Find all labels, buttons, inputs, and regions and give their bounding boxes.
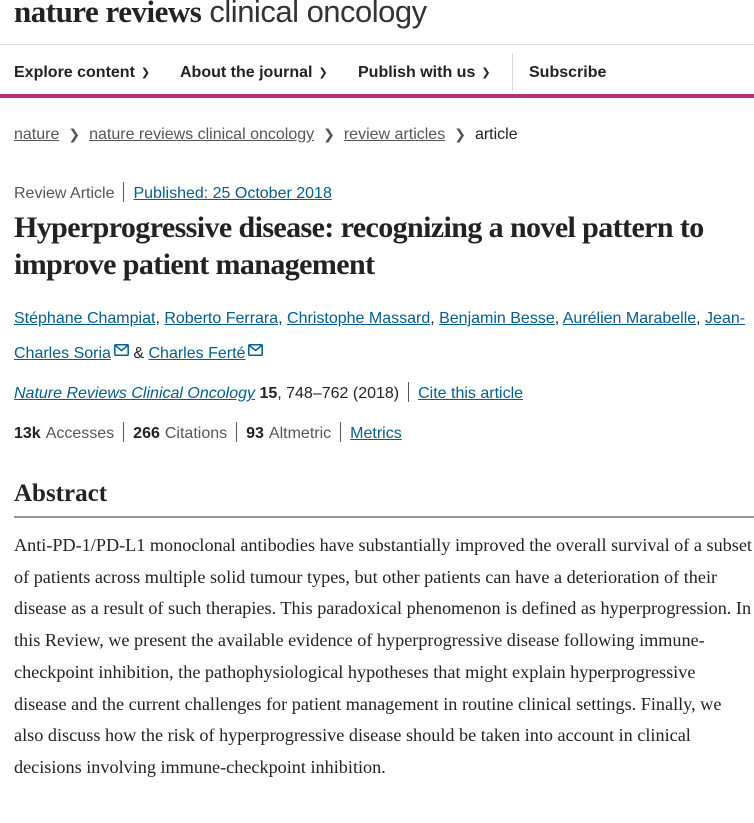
cite-this-article-link[interactable]: Cite this article <box>418 385 524 402</box>
chevron-right-icon: ❯ <box>323 126 335 142</box>
published-date[interactable]: Published: 25 October 2018 <box>133 185 332 202</box>
author-link[interactable]: Christophe Massard <box>287 310 431 327</box>
nav-about-journal-label: About the journal <box>180 64 313 81</box>
divider <box>123 422 124 442</box>
abstract-text: Anti-PD-1/PD-L1 monoclonal antibodies have substantially improved the overall survival of a subset of patients across multiple solid tumour types, but other patients can have a deterioration of their disease as a result of such therapies. This paradoxical phenomenon is defined as hyperprogression. In this Review, we present the available evidence of hyperprogressive disease following immune-checkpoint inhibition, the pathophysiological hypotheses that might explain hyperprogressive disease and the current challenges for patient management in routine clinical settings. Finally, we also discuss how the risk of hyperprogressive disease should be taken into account in clinical decisions involving immune-checkpoint inhibition. <box>14 535 752 777</box>
divider <box>340 422 341 442</box>
breadcrumb-journal[interactable]: nature reviews clinical oncology <box>89 126 315 143</box>
accesses-label: Accesses <box>45 425 115 442</box>
chevron-down-icon: ❯ <box>140 67 151 79</box>
pages-year: , 748–762 (2018) <box>277 385 400 402</box>
divider <box>123 182 124 202</box>
chevron-down-icon: ❯ <box>318 67 328 79</box>
citations-count: 266 <box>133 425 160 442</box>
article-metrics <box>14 422 402 443</box>
citations-label: Citations <box>164 425 228 442</box>
accesses-count: 13k <box>14 425 41 442</box>
author-link[interactable]: Roberto Ferrara <box>164 310 279 327</box>
author-list: Stéphane Champiat, Roberto Ferrara, Christophe Massard, Benjamin Besse, Aurélien Marabelle, Jean-Charles Soria & Charles Ferté <box>14 302 754 370</box>
article-type: Review Article <box>14 185 115 202</box>
nav-publish-with-us[interactable] <box>358 64 491 82</box>
logo-clinical-oncology: clinical oncology <box>209 0 427 29</box>
author-link[interactable]: Jean-Charles Soria <box>14 310 746 362</box>
author-link[interactable]: Charles Ferté <box>148 345 246 362</box>
chevron-right-icon: ❯ <box>68 126 81 142</box>
subscribe-link[interactable]: Subscribe <box>529 64 607 81</box>
nav-explore-content-label: Explore content <box>14 64 135 81</box>
author-link[interactable]: Aurélien Marabelle <box>562 310 697 327</box>
nav-publish-with-us-label: Publish with us <box>358 64 476 81</box>
nav-divider <box>512 53 513 91</box>
author-link[interactable]: Benjamin Besse <box>439 310 555 327</box>
metrics-link[interactable]: Metrics <box>350 425 402 442</box>
chevron-right-icon: ❯ <box>454 126 466 142</box>
abstract-heading: Abstract <box>14 480 754 518</box>
breadcrumb <box>14 126 518 144</box>
main-nav <box>0 44 754 98</box>
divider <box>408 382 409 402</box>
chevron-down-icon: ❯ <box>481 67 491 79</box>
logo-nature-reviews: nature reviews <box>14 0 202 29</box>
breadcrumb-review-articles[interactable]: review articles <box>343 126 446 143</box>
nav-about-journal[interactable] <box>180 64 328 82</box>
article-title: Hyperprogressive disease: recognizing a novel pattern to improve patient management <box>14 211 704 281</box>
breadcrumb-nature[interactable]: nature <box>14 126 60 143</box>
journal-logo[interactable] <box>14 0 427 30</box>
citation-line <box>14 382 523 403</box>
volume: 15 <box>259 385 278 402</box>
altmetric-score: 93 <box>246 425 264 442</box>
breadcrumb-current: article <box>474 126 518 143</box>
mail-icon[interactable] <box>248 335 263 368</box>
article-meta <box>14 182 332 203</box>
author-link[interactable]: Stéphane Champiat <box>14 310 156 327</box>
masthead <box>0 0 754 44</box>
altmetric-label: Altmetric <box>268 425 332 442</box>
nav-explore-content[interactable] <box>14 64 150 82</box>
journal-link[interactable]: Nature Reviews Clinical Oncology <box>14 385 255 402</box>
divider <box>236 422 237 442</box>
mail-icon[interactable] <box>114 335 129 368</box>
